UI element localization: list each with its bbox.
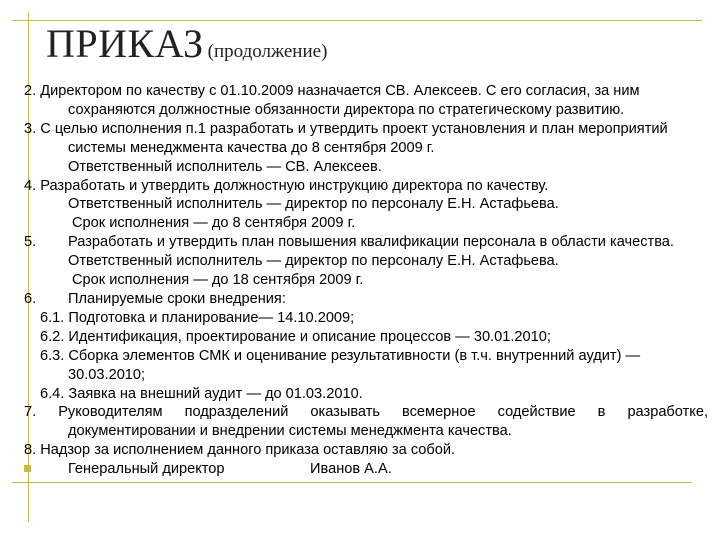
signer-position: Генеральный директор (68, 461, 225, 478)
item-4-deadline: Срок исполнения — до 8 сентября 2009 г. (72, 215, 356, 232)
item-6-4: 6.4. Заявка на внешний аудит — до 01.03.2010. (40, 385, 363, 402)
order-item-3 (24, 120, 708, 158)
item-number: 4. (24, 177, 37, 194)
item-6-2: 6.2. Идентификация, проектирование и описание процессов — 30.01.2010; (40, 328, 551, 345)
item-number: 2. (24, 83, 37, 99)
order-item-8 (24, 441, 708, 460)
item-5-responsible: Ответственный исполнитель — директор по персоналу Е.Н. Астафьева. (68, 253, 559, 270)
item-5-deadline: Срок исполнения — до 18 сентября 2009 г. (72, 272, 364, 289)
item-text: Разработать и утвердить план повышения квалификации персонала в области качества. (68, 234, 674, 251)
item-6-3: 6.3. Сборка элементов СМК и оценивание результативности (в т.ч. внутренний аудит) — 30.03.2010; (40, 347, 641, 383)
page-title (46, 20, 327, 67)
item-text: С целью исполнения п.1 разработать и утвердить проект установления и план мероприятий системы менеджмента качества до 8 сентября 2009 г. (40, 120, 668, 156)
item-6-1: 6.1. Подготовка и планирование— 14.10.2009; (40, 309, 355, 326)
decorative-bottom-line (12, 482, 692, 483)
item-text: Разработать и утвердить должностную инструкцию директора по качеству. (40, 177, 549, 194)
order-item-4 (24, 177, 708, 196)
item-number: 8. (24, 442, 37, 459)
signer-name: Иванов А.А. (310, 461, 392, 478)
order-item-6 (24, 290, 708, 309)
order-body (24, 82, 708, 479)
item-text: Директором по качеству с 01.10.2009 назначается СВ. Алексеев. С его согласия, за ним сохраняются должностные обязанности директора по стратегическому развитию. (40, 83, 640, 118)
item-4-responsible: Ответственный исполнитель — директор по персоналу Е.Н. Астафьева. (68, 196, 559, 213)
order-item-5 (24, 233, 708, 252)
order-item-2 (24, 82, 708, 120)
item-number: 3. (24, 120, 37, 137)
signature-line (24, 460, 708, 479)
item-text: Планируемые сроки внедрения: (68, 290, 286, 307)
item-text: Надзор за исполнением данного приказа оставляю за собой. (40, 442, 456, 459)
order-item-7 (24, 403, 708, 441)
item-number: 6. (24, 290, 37, 307)
title-sub: (продолжение) (207, 41, 328, 62)
square-bullet-icon (24, 465, 31, 472)
item-text: Руководителям подразделений оказывать всемерное содействие в разработке, документировании и внедрении системы менеджмента качества. (58, 404, 708, 440)
title-main: ПРИКАЗ (46, 21, 204, 66)
item-3-responsible: Ответственный исполнитель — СВ. Алексеев. (68, 158, 382, 175)
item-number: 5. (24, 234, 37, 251)
item-number: 7. (24, 404, 37, 421)
